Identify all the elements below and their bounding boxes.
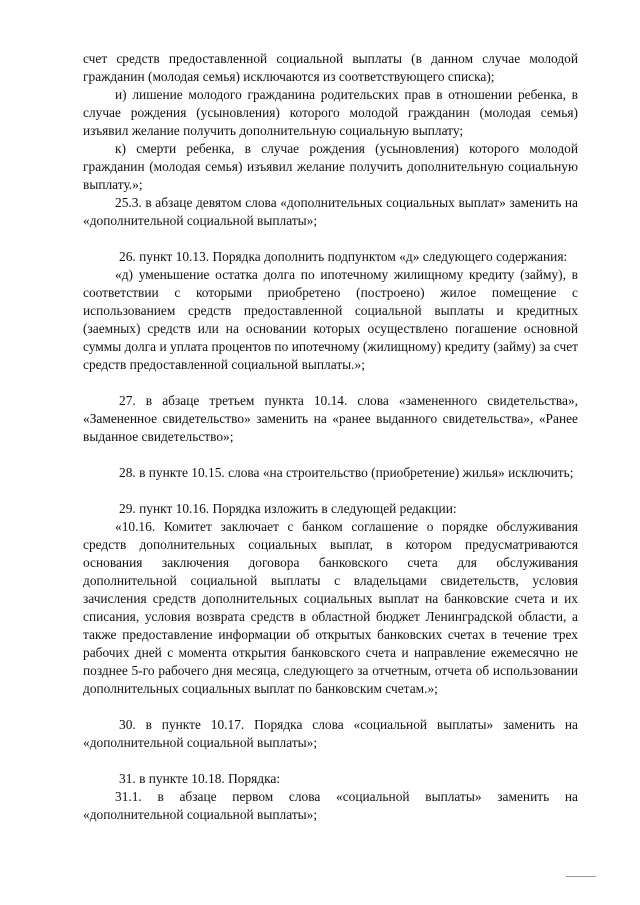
page-corner-mark bbox=[566, 876, 596, 877]
paragraph: 31.1. в абзаце первом слова «социальной выплаты» заменить на «дополнительной социальной выплаты»; bbox=[83, 789, 578, 822]
paragraph-spacer bbox=[83, 374, 578, 392]
paragraph: 31. в пункте 10.18. Порядка: bbox=[119, 771, 281, 786]
paragraph: «д) уменьшение остатка долга по ипотечному жилищному кредиту (займу), в соответствии с которыми приобретено (построено) жилое помещение с использованием средств предоставленной социальной выплаты и кредитных (заемных) средств или на основании которых осуществлено погашение основной суммы долга и уплата процентов по ипотечному (жилищному) кредиту (займу) за счет средств предоставленной социальной выплаты.»; bbox=[83, 267, 578, 372]
paragraph: 28. в пункте 10.15. слова «на строительство (приобретение) жилья» исключить; bbox=[119, 465, 574, 480]
paragraph-spacer bbox=[83, 230, 578, 248]
paragraph: «10.16. Комитет заключает с банком соглашение о порядке обслуживания средств дополнительных социальных выплат, в котором предусматриваются основания заключения договора банковского счета для обслуживания дополнительной социальной выплаты с владельцами свидетельств, условия зачисления средств дополнительных социальных выплат на банковские счета и их списания, условия возврата средств в областной бюджет Ленинградской области, а также предоставление информации об открытых банковских счетах в течение трех рабочих дней с момента открытия банковского счета и направление ежемесячно не позднее 5-го рабочего дня месяца, следующего за отчетным, отчета об использовании дополнительных социальных выплат по банковским счетам.»; bbox=[83, 519, 578, 696]
paragraph-spacer bbox=[83, 698, 578, 716]
paragraph: 27. в абзаце третьем пункта 10.14. слова «замененного свидетельства», «Замененное свидетельство» заменить на «ранее выданного свидетельства», «Ранее выданное свидетельство»; bbox=[83, 393, 578, 444]
paragraph-spacer bbox=[83, 446, 578, 464]
paragraph: 29. пункт 10.16. Порядка изложить в следующей редакции: bbox=[119, 501, 457, 516]
paragraph: счет средств предоставленной социальной выплаты (в данном случае молодой гражданин (молодая семья) исключаются из соответствующего списка); bbox=[83, 51, 578, 84]
paragraph: к) смерти ребенка, в случае рождения (усыновления) которого молодой гражданин (молодая семья) изъявил желание получить дополнительную социальную выплату.»; bbox=[83, 141, 578, 192]
paragraph: и) лишение молодого гражданина родительских прав в отношении ребенка, в случае рождения (усыновления) которого молодой гражданин (молодая семья) изъявил желание получить дополнительную социальную выплату; bbox=[83, 87, 578, 138]
paragraph-spacer bbox=[83, 482, 578, 500]
paragraph: 30. в пункте 10.17. Порядка слова «социальной выплаты» заменить на «дополнительной социальной выплаты»; bbox=[83, 717, 578, 750]
paragraph-spacer bbox=[83, 752, 578, 770]
document-body bbox=[83, 50, 578, 824]
paragraph: 26. пункт 10.13. Порядка дополнить подпунктом «д» следующего содержания: bbox=[119, 249, 568, 264]
paragraph: 25.3. в абзаце девятом слова «дополнительных социальных выплат» заменить на «дополнительной социальной выплаты»; bbox=[83, 195, 578, 228]
